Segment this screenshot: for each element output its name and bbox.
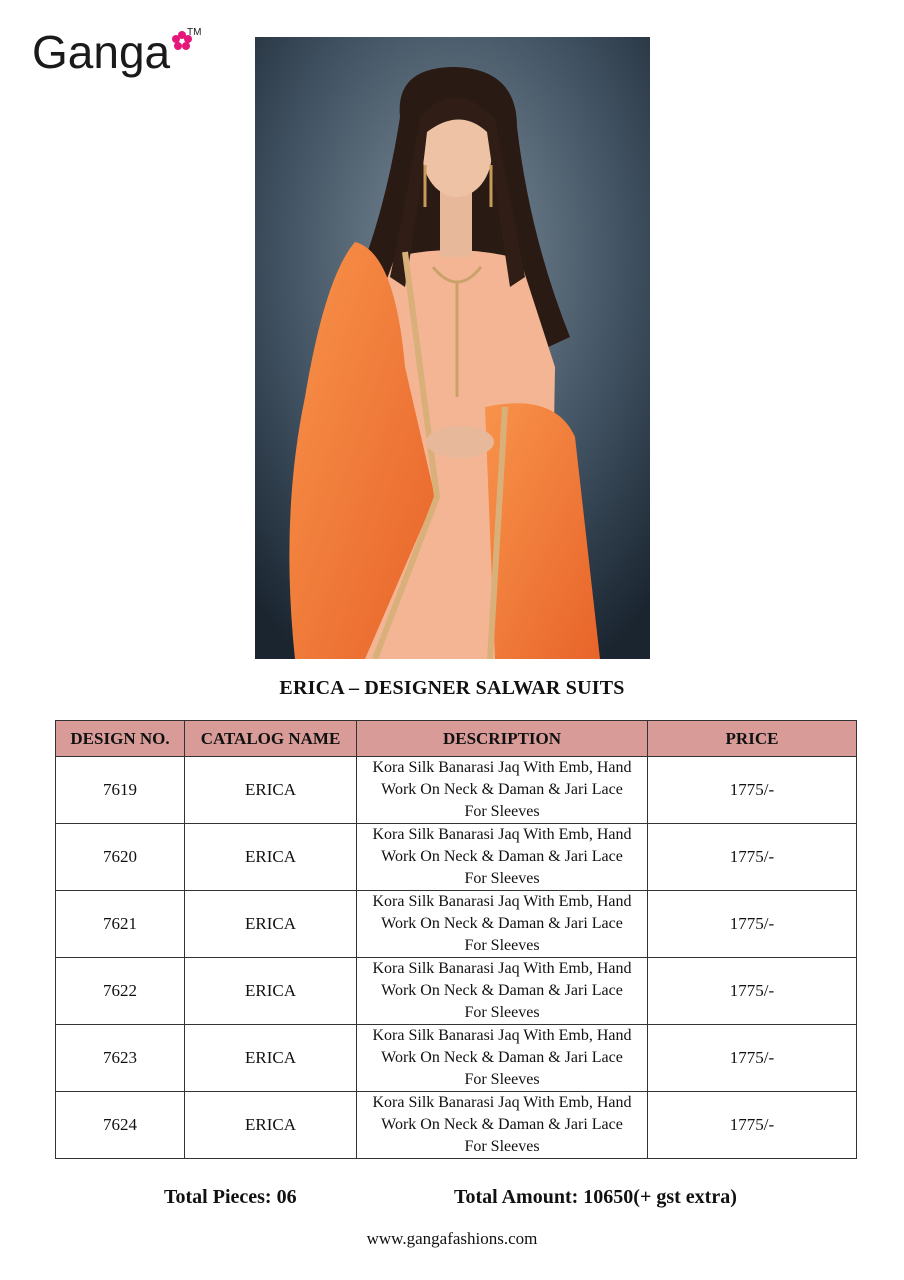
description-line: Work On Neck & Daman & Jari Lace bbox=[381, 1049, 623, 1066]
description-cell bbox=[357, 757, 648, 824]
description-line: Kora Silk Banarasi Jaq With Emb, Hand bbox=[372, 759, 632, 776]
description-line: For Sleeves bbox=[464, 937, 540, 954]
description-cell bbox=[357, 1092, 648, 1159]
description-line: Kora Silk Banarasi Jaq With Emb, Hand bbox=[372, 1094, 632, 1111]
price-cell: 1775/- bbox=[648, 1092, 857, 1159]
description-line: For Sleeves bbox=[464, 870, 540, 887]
table-row bbox=[56, 1092, 857, 1159]
description-line: For Sleeves bbox=[464, 1004, 540, 1021]
description-line: Kora Silk Banarasi Jaq With Emb, Hand bbox=[372, 1027, 632, 1044]
header-description: DESCRIPTION bbox=[357, 721, 648, 757]
design-no-cell: 7623 bbox=[56, 1025, 185, 1092]
logo-text: Ganga bbox=[32, 26, 171, 78]
description-line: For Sleeves bbox=[464, 1138, 540, 1155]
catalog-name-cell: ERICA bbox=[185, 958, 357, 1025]
description-line: Kora Silk Banarasi Jaq With Emb, Hand bbox=[372, 893, 632, 910]
total-amount: Total Amount: 10650(+ gst extra) bbox=[454, 1186, 737, 1208]
price-cell: 1775/- bbox=[648, 891, 857, 958]
page-title: ERICA – DESIGNER SALWAR SUITS bbox=[279, 677, 625, 699]
catalog-name-cell: ERICA bbox=[185, 824, 357, 891]
design-no-cell: 7620 bbox=[56, 824, 185, 891]
price-cell: 1775/- bbox=[648, 1025, 857, 1092]
design-no-cell: 7624 bbox=[56, 1092, 185, 1159]
description-line: Work On Neck & Daman & Jari Lace bbox=[381, 915, 623, 932]
header-design-no: DESIGN NO. bbox=[56, 721, 185, 757]
trademark-mark: TM bbox=[187, 27, 202, 38]
header-price: PRICE bbox=[648, 721, 857, 757]
description-line: Work On Neck & Daman & Jari Lace bbox=[381, 1116, 623, 1133]
price-cell: 1775/- bbox=[648, 757, 857, 824]
total-pieces: Total Pieces: 06 bbox=[164, 1186, 297, 1208]
catalog-name-cell: ERICA bbox=[185, 1092, 357, 1159]
description-cell bbox=[357, 891, 648, 958]
price-cell: 1775/- bbox=[648, 958, 857, 1025]
description-line: Kora Silk Banarasi Jaq With Emb, Hand bbox=[372, 960, 632, 977]
design-no-cell: 7621 bbox=[56, 891, 185, 958]
table-row bbox=[56, 958, 857, 1025]
description-line: Work On Neck & Daman & Jari Lace bbox=[381, 848, 623, 865]
design-no-cell: 7619 bbox=[56, 757, 185, 824]
table-row bbox=[56, 1025, 857, 1092]
catalog-name-cell: ERICA bbox=[185, 757, 357, 824]
price-cell: 1775/- bbox=[648, 824, 857, 891]
product-photo bbox=[255, 37, 650, 659]
table-header-row bbox=[56, 721, 857, 757]
description-line: For Sleeves bbox=[464, 803, 540, 820]
catalog-table bbox=[55, 720, 857, 1159]
header-catalog-name: CATALOG NAME bbox=[185, 721, 357, 757]
description-cell bbox=[357, 1025, 648, 1092]
catalog-name-cell: ERICA bbox=[185, 1025, 357, 1092]
description-line: For Sleeves bbox=[464, 1071, 540, 1088]
table-row bbox=[56, 757, 857, 824]
description-cell bbox=[357, 958, 648, 1025]
model-illustration bbox=[255, 37, 650, 659]
brand-logo bbox=[32, 18, 212, 90]
description-cell bbox=[357, 824, 648, 891]
description-line: Kora Silk Banarasi Jaq With Emb, Hand bbox=[372, 826, 632, 843]
catalog-name-cell: ERICA bbox=[185, 891, 357, 958]
table-row bbox=[56, 824, 857, 891]
design-no-cell: 7622 bbox=[56, 958, 185, 1025]
website-link[interactable]: www.gangafashions.com bbox=[366, 1229, 538, 1248]
table-row bbox=[56, 891, 857, 958]
description-line: Work On Neck & Daman & Jari Lace bbox=[381, 982, 623, 999]
description-line: Work On Neck & Daman & Jari Lace bbox=[381, 781, 623, 798]
ganga-logo-icon bbox=[32, 18, 212, 90]
